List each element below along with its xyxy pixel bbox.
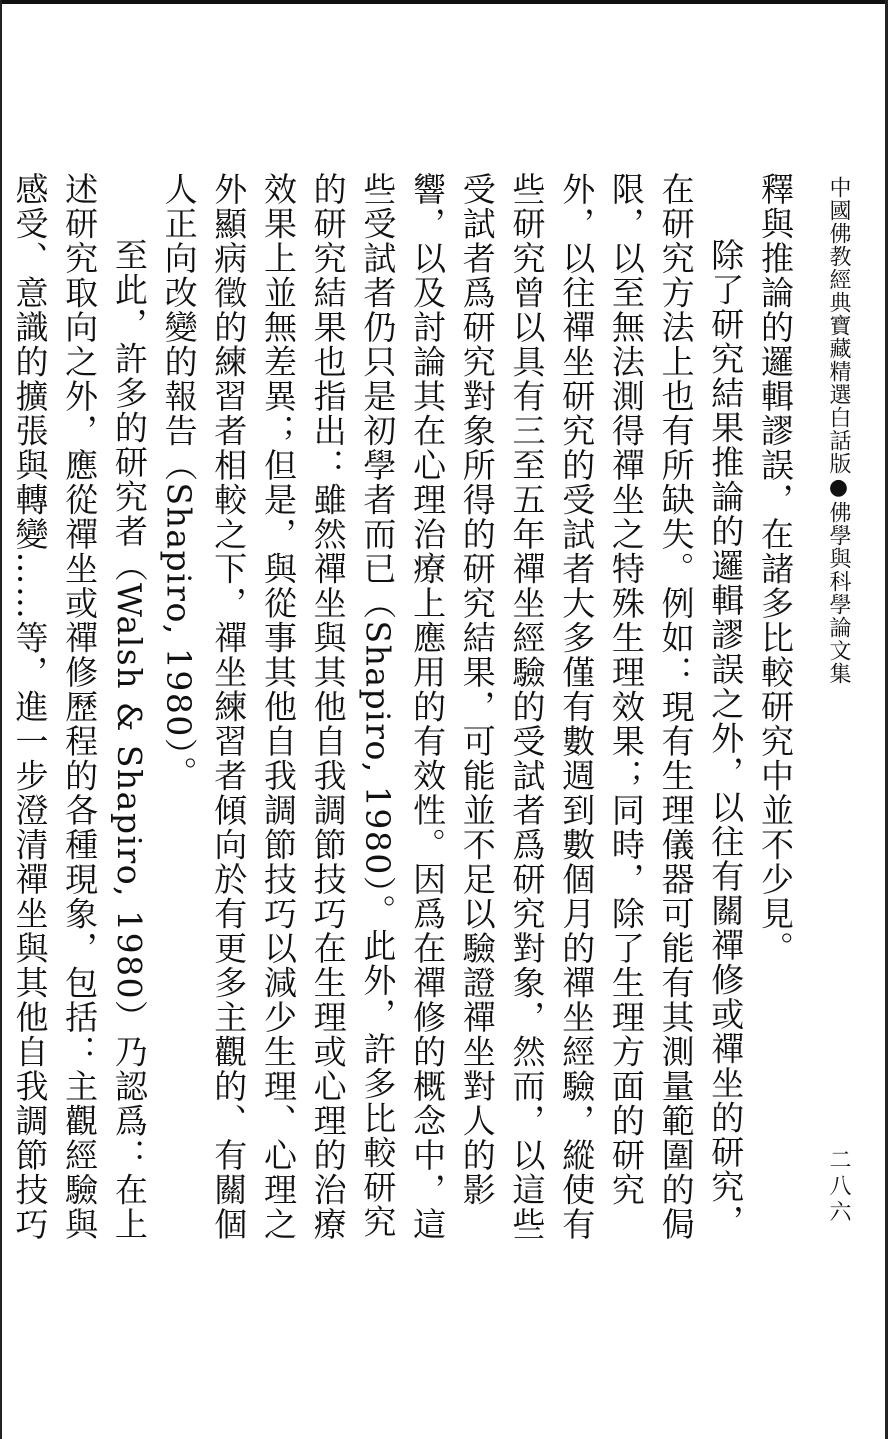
- paragraph: 至此，許多的研究者（Walsh & Shapiro, 1980）乃認爲：在上述研究取向之外，應從禪坐或禪修歷程的各種現象，包括：主觀經驗與感受、意識的擴張與轉變……等，進一步澄清禪坐與其他自我調節技巧: [10, 172, 149, 1242]
- paragraph-continuation: 釋與推論的邏輯謬誤，在諸多比較研究中並不少見。: [756, 172, 795, 966]
- page-number: 二八六: [826, 1148, 851, 1226]
- top-border-rule: [0, 0, 888, 4]
- running-header: 中國佛教經典寶藏精選白話版●佛學與科學論文集: [826, 176, 851, 685]
- body-text: [10, 172, 800, 1262]
- paragraph: 除了研究結果推論的邏輯謬誤之外，以往有關禪修或禪坐的研究，在研究方法上也有所缺失。例如：現有生理儀器可能有其測量範圍的侷限，以至無法測得禪坐之特殊生理效果；同時，除了生理方面的研究外，以往禪坐研究的受試者大多僅有數週到數個月的禪坐經驗，縱使有些研究曾以具有三至五年禪坐經驗的受試者爲研究對象，然而，以這些受試者爲研究對象所得的研究結果，可能並不足以驗證禪坐對人的影響，以及討論其在心理治療上應用的有效性。因爲在禪修的概念中，這些受試者仍只是初學者而已（Shapiro, 1980）。此外，許多比較研究的研究結果也指出：雖然禪坐與其他自我調節技巧在生理或心理的治療效果上並無差異；但是，與從事其他自我調節技巧以減少生理、心理之外顯病徵的練習者相較之下，禪坐練習者傾向於有更多主觀的、有關個人正向改變的報告（Shapiro, 1980）。: [159, 172, 746, 1242]
